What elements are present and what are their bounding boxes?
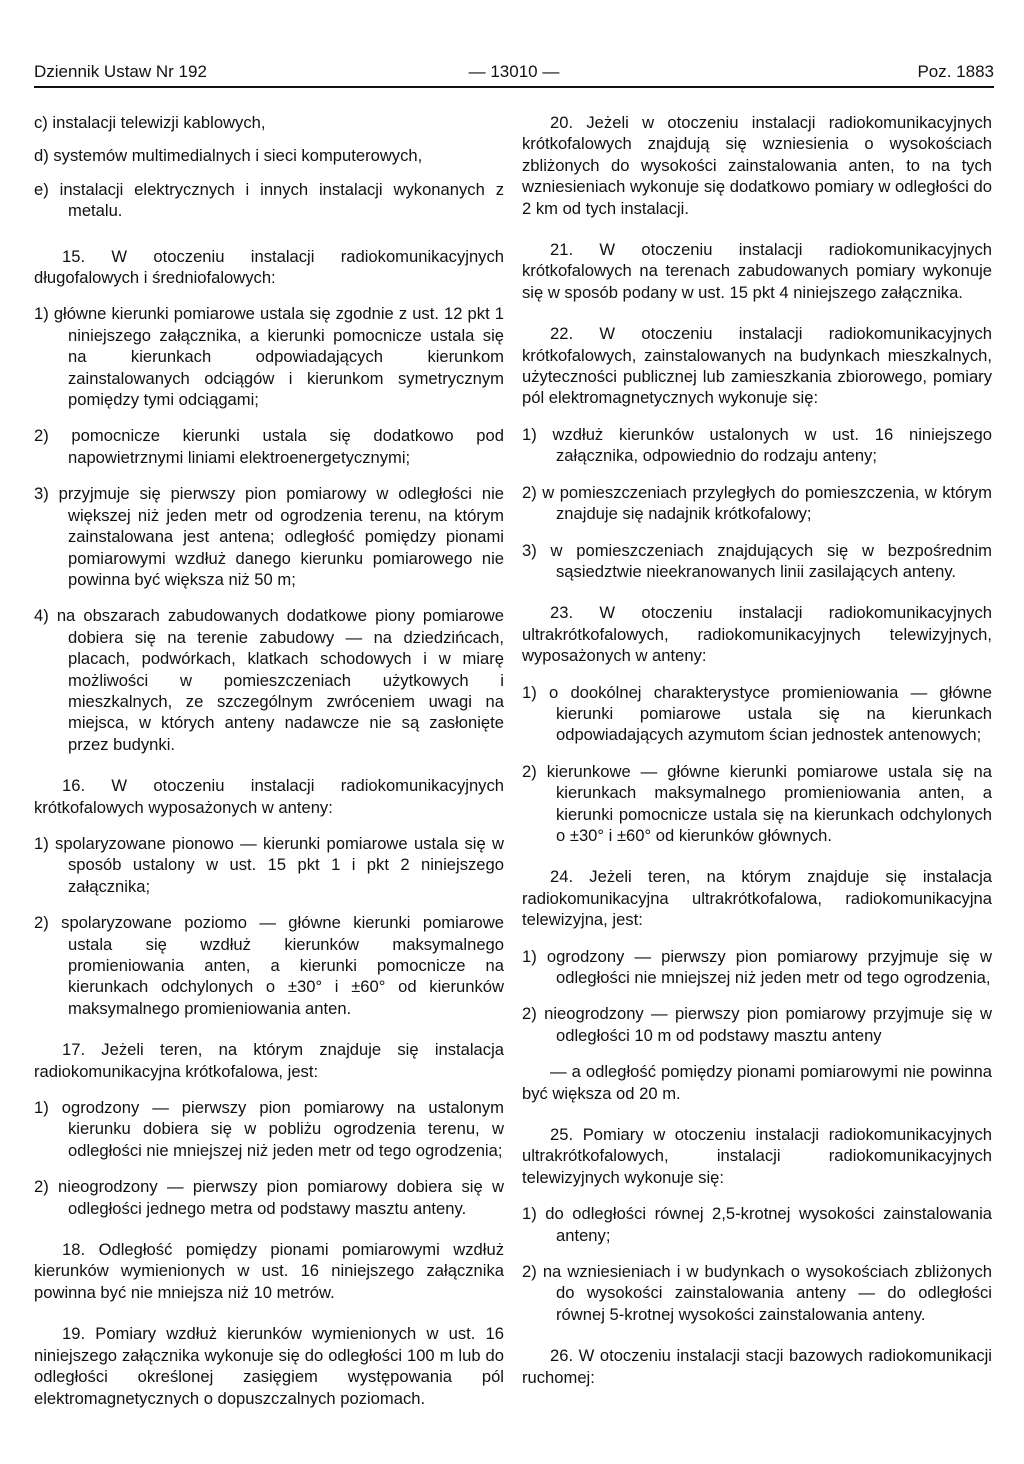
section-paragraph-21: 21. W otoczeniu instalacji radiokomunikacyjnych krótkofalowych na terenach zabudowanych pomiary wykonuje się w sposób podany w ust. 15 pkt 4 niniejszego załącznika. [522, 240, 992, 302]
list-item: 1) spolaryzowane pionowo — kierunki pomiarowe ustala się w sposób ustalony w ust. 15 pkt 1 i pkt 2 niniejszego załącznika; [34, 833, 504, 896]
page-header [34, 62, 994, 88]
journal-title: Dziennik Ustaw Nr 192 [34, 62, 207, 81]
section-paragraph-17: 17. Jeżeli teren, na którym znajduje się instalacja radiokomunikacyjna krótkofalowa, jest: [34, 1040, 504, 1081]
list-item: 2) w pomieszczeniach przyległych do pomieszczenia, w którym znajduje się nadajnik krótkofalowy; [522, 482, 992, 524]
section-paragraph-18: 18. Odległość pomiędzy pionami pomiarowymi wzdłuż kierunków wymienionych w ust. 16 niniejszego załącznika powinna być nie mniejsza niż 10 metrów. [34, 1240, 504, 1302]
list-item: 1) o dookólnej charakterystyce promieniowania — główne kierunki pomiarowe ustala się na kierunkach odpowiadających azymutom ścian jednostek antenowych; [522, 682, 992, 745]
section-paragraph-25: 25. Pomiary w otoczeniu instalacji radiokomunikacyjnych ultrakrótkofalowych, instalacji radiokomunikacyjnych telewizyjnych wykonuje się: [522, 1125, 992, 1187]
list-item: 1) do odległości równej 2,5-krotnej wysokości zainstalowania anteny; [522, 1204, 992, 1245]
list-item: 1) ogrodzony — pierwszy pion pomiarowy przyjmuje się w odległości nie mniejszej niż jeden metr od tego ogrodzenia, [522, 946, 992, 987]
list-item: 4) na obszarach zabudowanych dodatkowe piony pomiarowe dobiera się na terenie zabudowy — na dziedzińcach, placach, podwórkach, klatkach schodowych i w miarę możliwości w pomieszczeniach użytkowych i mieszkalnych, ze szczególnym zwróceniem uwagi na miejsca, w których anteny nadawcze nie są zasłonięte przez budynki. [34, 606, 504, 754]
list-item: 1) ogrodzony — pierwszy pion pomiarowy na ustalonym kierunku dobiera się w pobliżu ogrodzenia terenu, w odległości nie mniejszej niż jeden metr od tego ogrodzenia; [34, 1098, 504, 1160]
right-column [522, 112, 992, 1403]
section-paragraph-22: 22. W otoczeniu instalacji radiokomunikacyjnych krótkofalowych, zainstalowanych na budynkach mieszkalnych, użyteczności publicznej lub zamieszkania zbiorowego, pomiary pól elektromagnetycznych wykonuje się: [522, 324, 992, 408]
list-item: 2) nieogrodzony — pierwszy pion pomiarowy dobiera się w odległości jednego metra od podstawy masztu anteny. [34, 1177, 504, 1218]
list-item: 2) kierunkowe — główne kierunki pomiarowe ustala się na kierunkach maksymalnego promieniowania anten, a kierunki pomocnicze ustala się na kierunkach odchylonych o ±30° i ±60° od kierunków głównych. [522, 761, 992, 845]
list-item: 1) wzdłuż kierunków ustalonych w ust. 16 niniejszego załącznika, odpowiednio do rodzaju anteny; [522, 424, 992, 466]
list-item: 2) na wzniesieniach i w budynkach o wysokościach zbliżonych do wysokości zainstalowania anteny — do odległości równej 5-krotnej wysokości zainstalowania anteny. [522, 1262, 992, 1324]
left-column [34, 112, 504, 1424]
list-item: 3) w pomieszczeniach znajdujących się w bezpośrednim sąsiedztwie nieekranowanych linii zasilających anteny. [522, 540, 992, 581]
section-paragraph-20: 20. Jeżeli w otoczeniu instalacji radiokomunikacyjnych krótkofalowych znajdują się wzniesienia o wysokościach zbliżonych do wysokości zainstalowania anten, to na tych wzniesieniach wykonuje się dodatkowo pomiary w odległości do 2 km od tych instalacji. [522, 113, 992, 218]
closing-clause: — a odległość pomiędzy pionami pomiarowymi nie powinna być większa od 20 m. [522, 1062, 992, 1103]
list-item: c) instalacji telewizji kablowych, [34, 113, 266, 132]
section-paragraph-24: 24. Jeżeli teren, na którym znajduje się instalacja radiokomunikacyjna ultrakrótkofalowa, radiokomunikacyjna telewizyjna, jest: [522, 867, 992, 930]
page-number: — 13010 — [468, 62, 560, 81]
section-paragraph-15: 15. W otoczeniu instalacji radiokomunikacyjnych długofalowych i średniofalowych: [34, 246, 504, 288]
list-item: 2) pomocnicze kierunki ustala się dodatkowo pod napowietrznymi liniami elektroenergetycznymi; [34, 426, 504, 467]
section-paragraph-26: 26. W otoczeniu instalacji stacji bazowych radiokomunikacji ruchomej: [522, 1346, 992, 1387]
list-item: 1) główne kierunki pomiarowe ustala się zgodnie z ust. 12 pkt 1 niniejszego załącznika, a kierunki pomocnicze ustala się na kierunkach odpowiadających kierunkom zainstalowanych odciągów i kierunkom symetrycznym pomiędzy tymi odciągami; [34, 304, 504, 410]
list-item: d) systemów multimedialnych i sieci komputerowych, [34, 146, 423, 166]
list-item: 2) spolaryzowane poziomo — główne kierunki pomiarowe ustala się wzdłuż kierunków maksymalnego promieniowania anten, a kierunki pomocnicze na kierunkach odchylonych o ±30° i ±60° od kierunków maksymalnego promieniowania anten. [34, 913, 504, 1018]
list-item: 3) przyjmuje się pierwszy pion pomiarowy w odległości nie większej niż jeden metr od ogrodzenia terenu, na którym zainstalowana jest antena; odległość pomiędzy pionami pomiarowymi wzdłuż danego kierunku pomiarowego nie powinna być większa niż 50 m; [34, 484, 504, 589]
list-item: e) instalacji elektrycznych i innych instalacji wykonanych z metalu. [34, 179, 504, 221]
position-number: Poz. 1883 [917, 62, 994, 81]
list-item: 2) nieogrodzony — pierwszy pion pomiarowy przyjmuje się w odległości 10 m od podstawy masztu anteny [522, 1004, 992, 1045]
section-paragraph-16: 16. W otoczeniu instalacji radiokomunikacyjnych krótkofalowych wyposażonych w anteny: [34, 776, 504, 817]
section-paragraph-23: 23. W otoczeniu instalacji radiokomunikacyjnych ultrakrótkofalowych, radiokomunikacyjnych telewizyjnych, wyposażonych w anteny: [522, 603, 992, 666]
section-paragraph-19: 19. Pomiary wzdłuż kierunków wymienionych w ust. 16 niniejszego załącznika wykonuje się do odległości 100 m lub do odległości określonej zasięgiem występowania pól elektromagnetycznych o dopuszczalnych poziomach. [34, 1324, 504, 1408]
